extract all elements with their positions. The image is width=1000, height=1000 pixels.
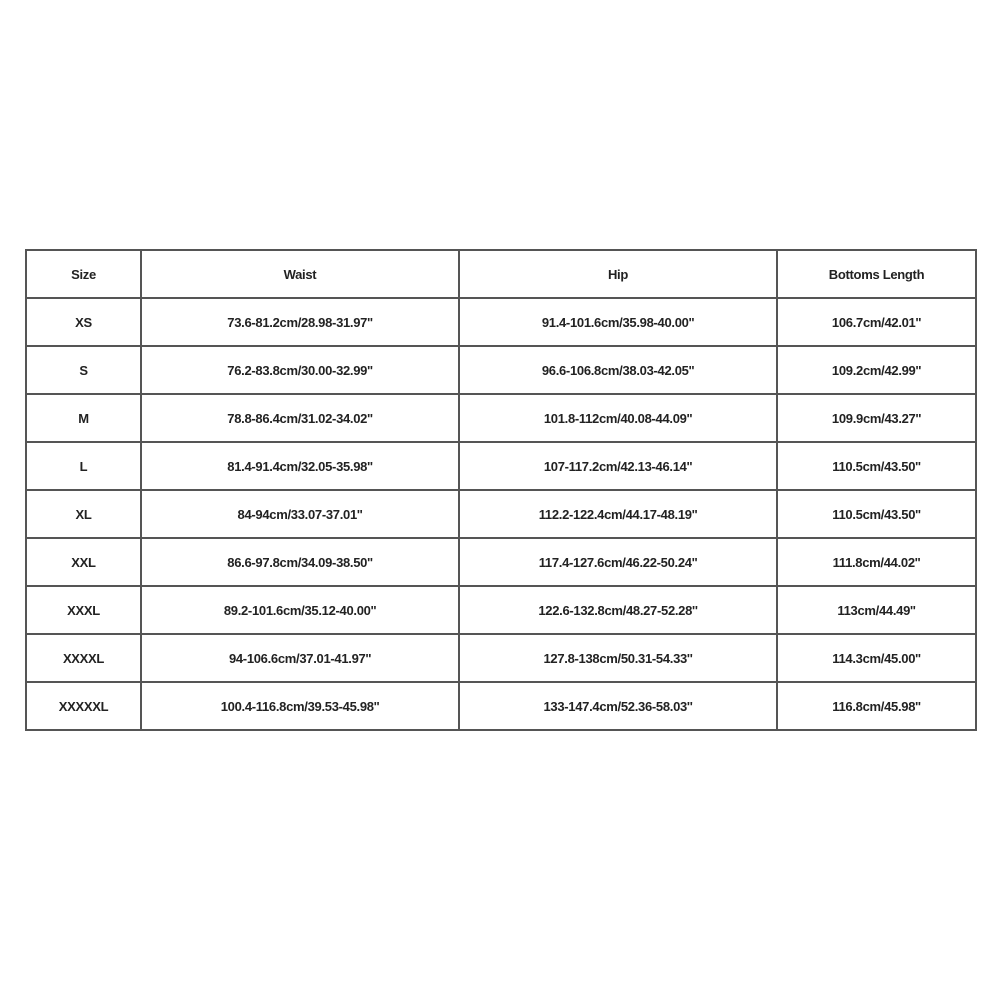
cell-hip: 107-117.2cm/42.13-46.14''	[459, 442, 777, 490]
table-row	[26, 682, 976, 730]
cell-bottoms-length: 113cm/44.49''	[777, 586, 976, 634]
cell-hip: 112.2-122.4cm/44.17-48.19''	[459, 490, 777, 538]
size-chart-table	[25, 249, 977, 731]
cell-size: L	[26, 442, 141, 490]
cell-waist: 81.4-91.4cm/32.05-35.98''	[141, 442, 459, 490]
header-waist: Waist	[141, 250, 459, 298]
table-row	[26, 346, 976, 394]
table-header-row	[26, 250, 976, 298]
cell-size: S	[26, 346, 141, 394]
cell-hip: 91.4-101.6cm/35.98-40.00''	[459, 298, 777, 346]
table-row	[26, 490, 976, 538]
cell-size: XXXXL	[26, 634, 141, 682]
cell-hip: 96.6-106.8cm/38.03-42.05''	[459, 346, 777, 394]
cell-size: XXXXXL	[26, 682, 141, 730]
cell-hip: 133-147.4cm/52.36-58.03''	[459, 682, 777, 730]
cell-waist: 84-94cm/33.07-37.01''	[141, 490, 459, 538]
table-row	[26, 442, 976, 490]
cell-bottoms-length: 111.8cm/44.02''	[777, 538, 976, 586]
cell-bottoms-length: 110.5cm/43.50''	[777, 490, 976, 538]
cell-size: XXXL	[26, 586, 141, 634]
cell-bottoms-length: 109.2cm/42.99''	[777, 346, 976, 394]
cell-waist: 78.8-86.4cm/31.02-34.02''	[141, 394, 459, 442]
table-row	[26, 298, 976, 346]
cell-waist: 76.2-83.8cm/30.00-32.99''	[141, 346, 459, 394]
cell-bottoms-length: 109.9cm/43.27''	[777, 394, 976, 442]
header-size: Size	[26, 250, 141, 298]
cell-waist: 73.6-81.2cm/28.98-31.97''	[141, 298, 459, 346]
cell-size: XL	[26, 490, 141, 538]
cell-size: XXL	[26, 538, 141, 586]
cell-hip: 101.8-112cm/40.08-44.09''	[459, 394, 777, 442]
cell-bottoms-length: 114.3cm/45.00''	[777, 634, 976, 682]
cell-waist: 86.6-97.8cm/34.09-38.50''	[141, 538, 459, 586]
cell-hip: 117.4-127.6cm/46.22-50.24''	[459, 538, 777, 586]
cell-bottoms-length: 110.5cm/43.50''	[777, 442, 976, 490]
cell-bottoms-length: 106.7cm/42.01''	[777, 298, 976, 346]
header-bottoms-length: Bottoms Length	[777, 250, 976, 298]
header-hip: Hip	[459, 250, 777, 298]
cell-size: M	[26, 394, 141, 442]
table-row	[26, 634, 976, 682]
cell-hip: 122.6-132.8cm/48.27-52.28''	[459, 586, 777, 634]
cell-hip: 127.8-138cm/50.31-54.33''	[459, 634, 777, 682]
table-row	[26, 586, 976, 634]
table-row	[26, 538, 976, 586]
table-row	[26, 394, 976, 442]
cell-bottoms-length: 116.8cm/45.98''	[777, 682, 976, 730]
cell-waist: 100.4-116.8cm/39.53-45.98''	[141, 682, 459, 730]
cell-waist: 89.2-101.6cm/35.12-40.00''	[141, 586, 459, 634]
cell-size: XS	[26, 298, 141, 346]
cell-waist: 94-106.6cm/37.01-41.97''	[141, 634, 459, 682]
